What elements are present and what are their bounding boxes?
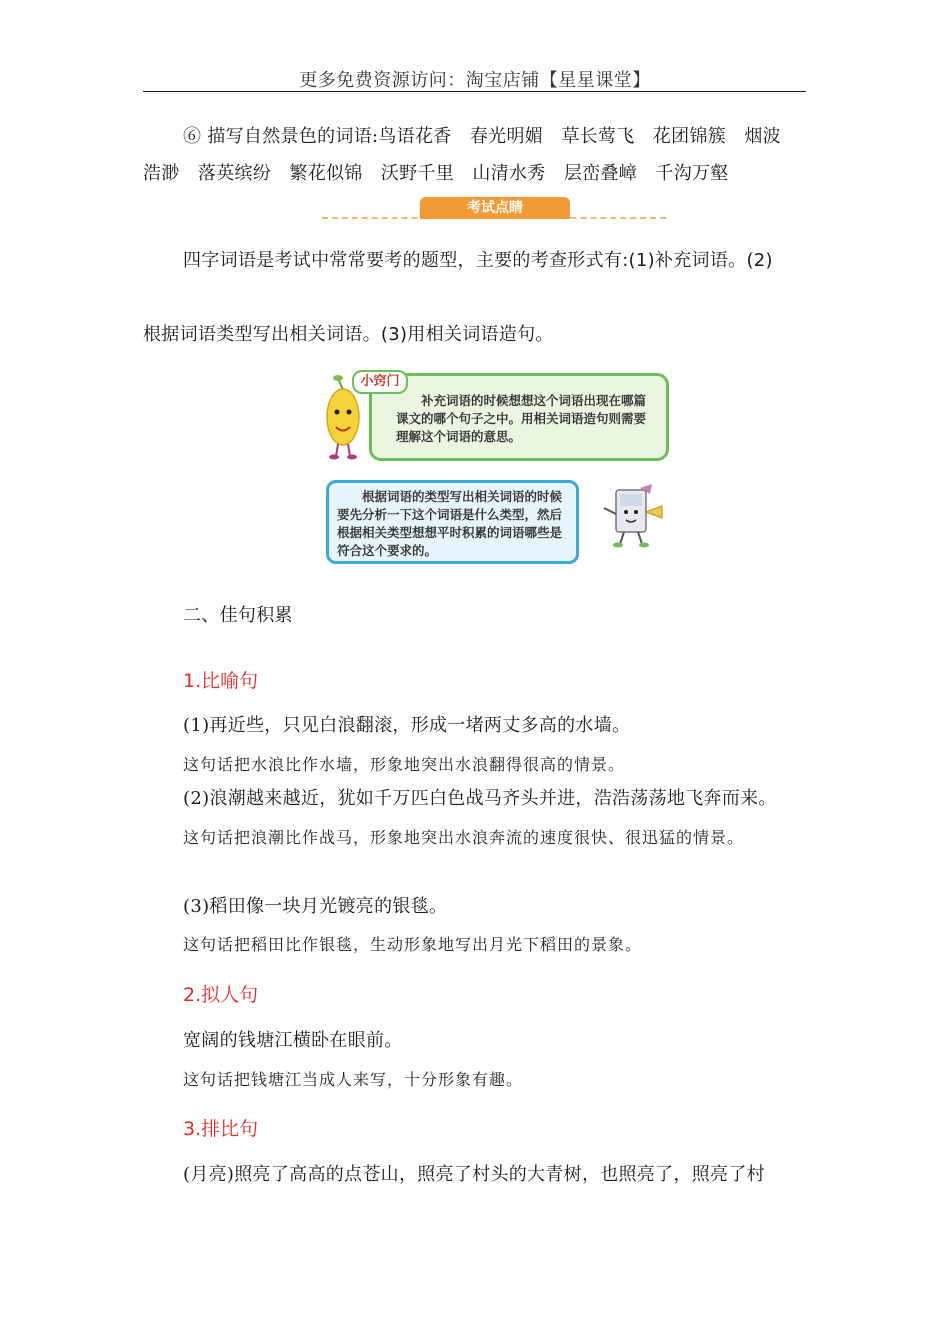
tip-bubble-blue-text: 根据词语的类型写出相关词语的时候要先分析一下这个词语是什么类型，然后根据相关类型想想平时积累的词语哪些是符合这个要求的。 [337,489,563,558]
exam-para-line-1: 四字词语是考试中常常要考的题型，主要的考查形式有:(1)补充词语。(2) [183,250,773,271]
simile-heading: 1.比喻句 [183,670,259,692]
tip-bubble-green [369,373,669,461]
personification-note-1: 这句话把钱塘江当成人来写，十分形象有趣。 [183,1070,524,1089]
tip-label: 小窍门 [352,370,408,394]
section-2-title: 二、佳句积累 [183,605,293,626]
simile-sentence-3: (3)稻田像一块月光镀亮的银毯。 [183,896,448,917]
page-header: 更多免费资源访问：淘宝店铺【星星课堂】 [299,70,651,91]
book-character-icon [600,482,670,552]
vocab-line-2: 浩渺 落英缤纷 繁花似锦 沃野千里 山清水秀 层峦叠嶂 千沟万壑 [143,163,729,184]
exam-tips-tab: 考试点睛 [420,197,570,219]
exam-para-line-2: 根据词语类型写出相关词语。(3)用相关词语造句。 [143,324,554,345]
tip-bubble-green-text: 补充词语的时候想想这个词语出现在哪篇课文的哪个句子之中。用相关词语造句则需要理解这个词语的意思。 [396,393,647,444]
tip-bubble-blue [326,480,579,564]
parallelism-heading: 3.排比句 [183,1118,259,1140]
simile-sentence-1: (1)再近些，只见白浪翻滚，形成一堵两丈多高的水墙。 [183,715,631,736]
header-divider [143,91,806,92]
vocab-line-1: ⑥ 描写自然景色的词语:鸟语花香 春光明媚 草长莺飞 花团锦簇 烟波 [183,126,781,147]
personification-sentence-1: 宽阔的钱塘江横卧在眼前。 [183,1030,403,1051]
parallelism-sentence-1: (月亮)照亮了高高的点苍山，照亮了村头的大青树，也照亮了，照亮了村 [183,1164,765,1185]
simile-note-2: 这句话把浪潮比作战马，形象地突出水浪奔流的速度很快、很迅猛的情景。 [183,828,745,847]
personification-heading: 2.拟人句 [183,984,259,1006]
simile-note-3: 这句话把稻田比作银毯，生动形象地写出月光下稻田的景象。 [183,935,643,954]
simile-sentence-2: (2)浪潮越来越近，犹如千万匹白色战马齐头并进，浩浩荡荡地飞奔而来。 [183,788,777,809]
simile-note-1: 这句话把水浪比作水墙，形象地突出水浪翻得很高的情景。 [183,755,626,774]
